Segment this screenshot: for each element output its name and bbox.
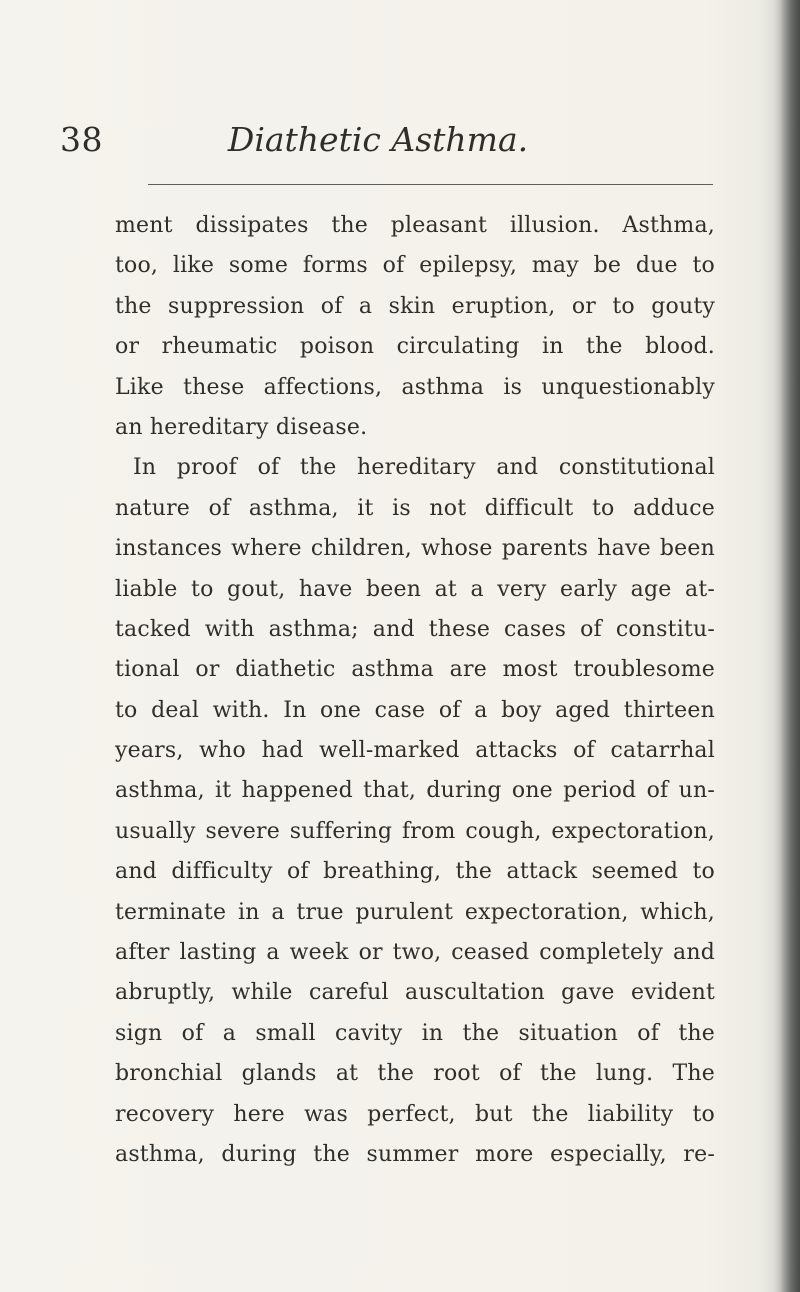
text-line: too, like some forms of epilepsy, may be due to	[115, 253, 715, 279]
text-line: ment dissipates the pleasant illusion. Asthma,	[115, 213, 715, 238]
text-line: liable to gout, have been at a very early age at-	[115, 576, 715, 602]
text-line: abruptly, while careful auscultation gave evident	[115, 980, 715, 1006]
text-line: In proof of the hereditary and constitutional	[133, 455, 715, 481]
text-line: recovery here was perfect, but the liability to	[115, 1101, 715, 1127]
text-line: instances where children, whose parents have been	[115, 536, 715, 562]
page-edge-shadow	[774, 0, 800, 1292]
text-line: tional or diathetic asthma are most troublesome	[115, 657, 715, 683]
text-line: an hereditary disease.	[115, 414, 368, 440]
text-line: terminate in a true purulent expectoration, which,	[115, 899, 715, 925]
text-line: bronchial glands at the root of the lung. The	[115, 1061, 715, 1087]
header-rule	[148, 184, 713, 185]
text-line: asthma, it happened that, during one period of un-	[115, 778, 715, 804]
text-line: asthma, during the summer more especially, re-	[115, 1141, 715, 1167]
page-header	[0, 120, 800, 180]
text-line: sign of a small cavity in the situation of the	[115, 1020, 715, 1046]
text-line: tacked with asthma; and these cases of constitu-	[115, 616, 715, 642]
body-text	[115, 206, 715, 1175]
text-line: and difficulty of breathing, the attack seemed to	[115, 859, 715, 885]
text-line: or rheumatic poison circulating in the blood.	[115, 334, 715, 360]
running-head: Diathetic Asthma.	[227, 120, 529, 159]
text-line: to deal with. In one case of a boy aged thirteen	[115, 697, 715, 723]
text-line: Like these affections, asthma is unquestionably	[115, 374, 715, 400]
page-number: 38	[60, 120, 103, 159]
text-line: usually severe suffering from cough, expectoration,	[115, 818, 715, 844]
text-line: years, who had well-marked attacks of catarrhal	[115, 738, 715, 764]
text-line: the suppression of a skin eruption, or to gouty	[115, 293, 715, 319]
text-line: nature of asthma, it is not difficult to adduce	[115, 495, 715, 521]
text-line: after lasting a week or two, ceased completely and	[115, 940, 715, 966]
